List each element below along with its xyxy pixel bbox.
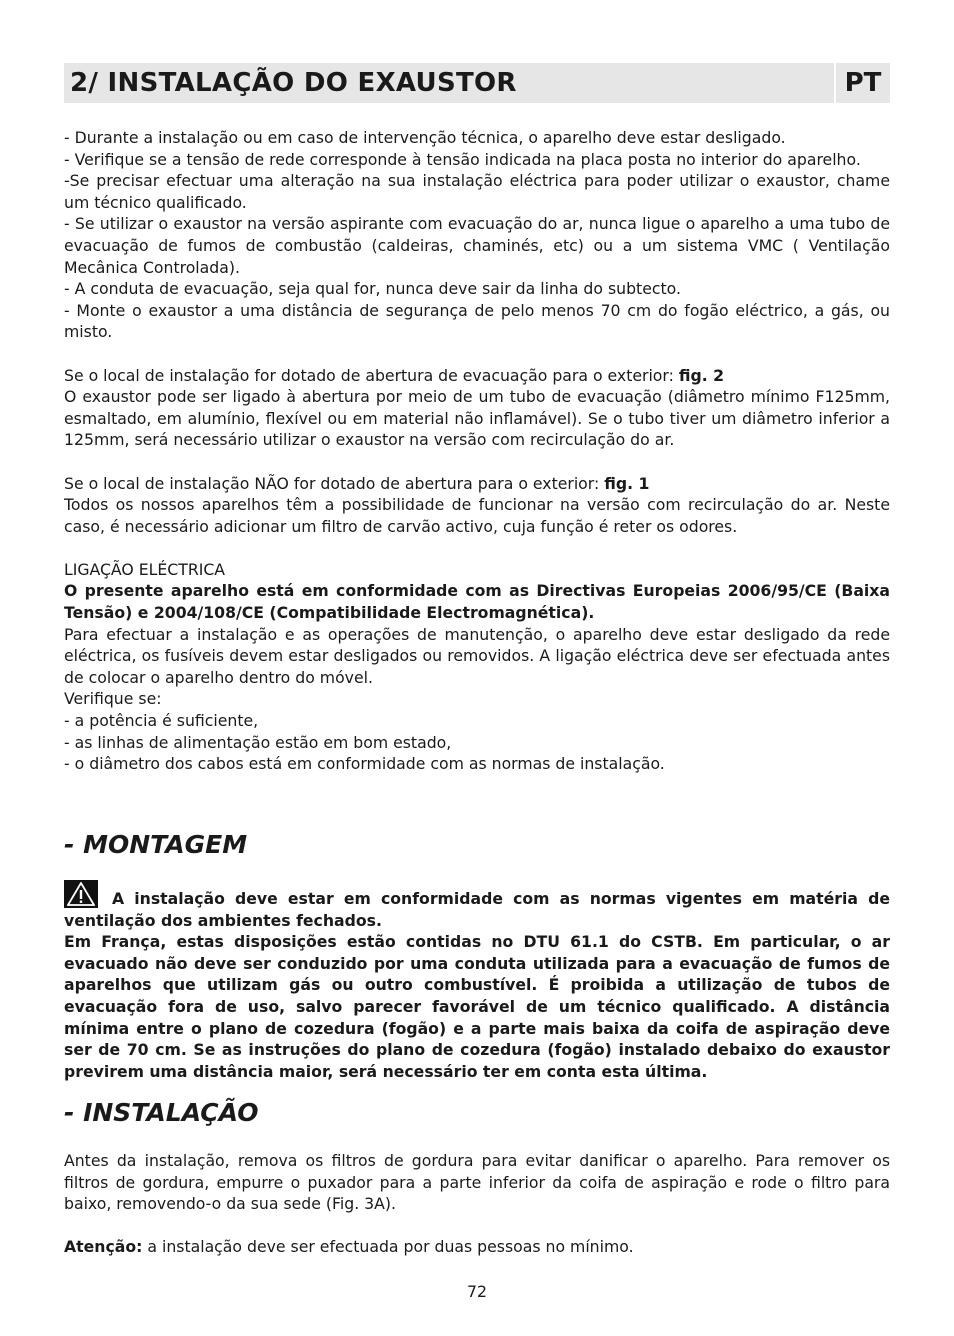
intro-item: - Se utilizar o exaustor na versão aspirante com evacuação do ar, nunca ligue o aparelho a uma tubo de evacuação de fumos de combustão (caldeiras, chaminés, etc) ou a um sistema VMC ( Ventilação Mecânica Controlada).	[64, 214, 890, 277]
instalacao-title: - INSTALAÇÃO	[64, 1098, 259, 1127]
electric-compliance: O presente aparelho está em conformidade com as Directivas Europeias 2006/95/CE (Baixa Tensão) e 2004/108/CE (Compatibilidade Electromagnética).	[64, 581, 890, 623]
fig-reference: fig. 2	[678, 365, 725, 385]
electric-text: Para efectuar a instalação e as operações de manutenção, o aparelho deve estar desligado da rede eléctrica, os fusíveis devem estar desligados ou removidos. A ligação eléctrica deve ser efectuada antes de colocar o aparelho dentro do móvel.	[64, 624, 890, 687]
intro-item: - Verifique se a tensão de rede corresponde à tensão indicada na placa posta no interior do aparelho.	[64, 149, 861, 169]
intro-item: - A conduta de evacuação, seja qual for, nunca deve sair da linha do subtecto.	[64, 279, 681, 299]
instalacao-text: Antes da instalação, remova os filtros de gordura para evitar danificar o aparelho. Para remover os filtros de gordura, empurre o puxador para a parte inferior da coifa de aspiração e rode o filtro para baixo, removendo-o da sua sede (Fig. 3A).	[64, 1151, 890, 1214]
intro-block	[64, 127, 890, 775]
fig-reference: fig. 1	[604, 473, 650, 493]
attention-label: Atenção:	[64, 1237, 143, 1257]
language-badge: PT	[836, 63, 890, 103]
electric-check-item: - as linhas de alimentação estão em bom estado,	[64, 732, 452, 752]
instalacao-attention: Atenção: a instalação deve ser efectuada por duas pessoas no mínimo.	[64, 1237, 634, 1257]
montagem-warning-2: Em França, estas disposições estão contidas no DTU 61.1 do CSTB. Em particular, o ar evacuado não deve ser conduzido por uma conduta utilizada para a evacuação de fumos de aparelhos que utilizam gás ou outro combustível. É proibida a utilização de tubos de evacuação fora de uso, salvo parecer favorável de um técnico qualificado. A distância mínima entre o plano de cozedura (fogão) e a parte mais baixa da coifa de aspiração deve ser de 70 cm. Se as instruções do plano de cozedura (fogão) instalado debaixo do exaustor previrem uma distância maior, será necessário ter em conta esta última.	[64, 932, 890, 1081]
instalacao-block	[64, 1150, 890, 1258]
montagem-warning-1: A instalação deve estar em conformidade com as normas vigentes em matéria de ventilação dos ambientes fechados.	[64, 880, 890, 931]
electric-check-item: - a potência é suficiente,	[64, 711, 259, 731]
intro-item: - Monte o exaustor a uma distância de segurança de pelo menos 70 cm do fogão eléctrico, a gás, ou misto.	[64, 300, 890, 342]
warning-icon	[64, 880, 98, 908]
intro-item: - Durante a instalação ou em caso de intervenção técnica, o aparelho deve estar desligado.	[64, 128, 786, 147]
exterior-no-lead: Se o local de instalação NÃO for dotado de abertura para o exterior: fig. 1	[64, 473, 650, 493]
montagem-warning-block	[64, 880, 890, 1082]
page-number: 72	[467, 1282, 487, 1301]
montagem-title: - MONTAGEM	[64, 830, 248, 859]
exterior-no-text: Todos os nossos aparelhos têm a possibilidade de funcionar na versão com recirculação do ar. Neste caso, é necessário adicionar um filtro de carvão activo, cuja função é reter os odores.	[64, 495, 890, 536]
section-title: 2/ INSTALAÇÃO DO EXAUSTOR	[64, 63, 834, 103]
electric-heading: LIGAÇÃO ELÉCTRICA	[64, 559, 226, 579]
section-header	[64, 63, 890, 103]
exterior-yes-text: O exaustor pode ser ligado à abertura por meio de um tubo de evacuação (diâmetro mínimo F125mm, esmaltado, em alumínio, flexível ou em material não inflamável). Se o tubo tiver um diâmetro inferior a 125mm, será necessário utilizar o exaustor na versão com recirculação do ar.	[64, 387, 890, 450]
exterior-yes-lead: Se o local de instalação for dotado de abertura de evacuação para o exterior: fig. 2	[64, 365, 725, 385]
intro-item: -Se precisar efectuar uma alteração na sua instalação eléctrica para poder utilizar o exaustor, chame um técnico qualificado.	[64, 171, 890, 212]
electric-check-intro: Verifique se:	[64, 689, 162, 709]
electric-check-item: - o diâmetro dos cabos está em conformidade com as normas de instalação.	[64, 754, 665, 774]
